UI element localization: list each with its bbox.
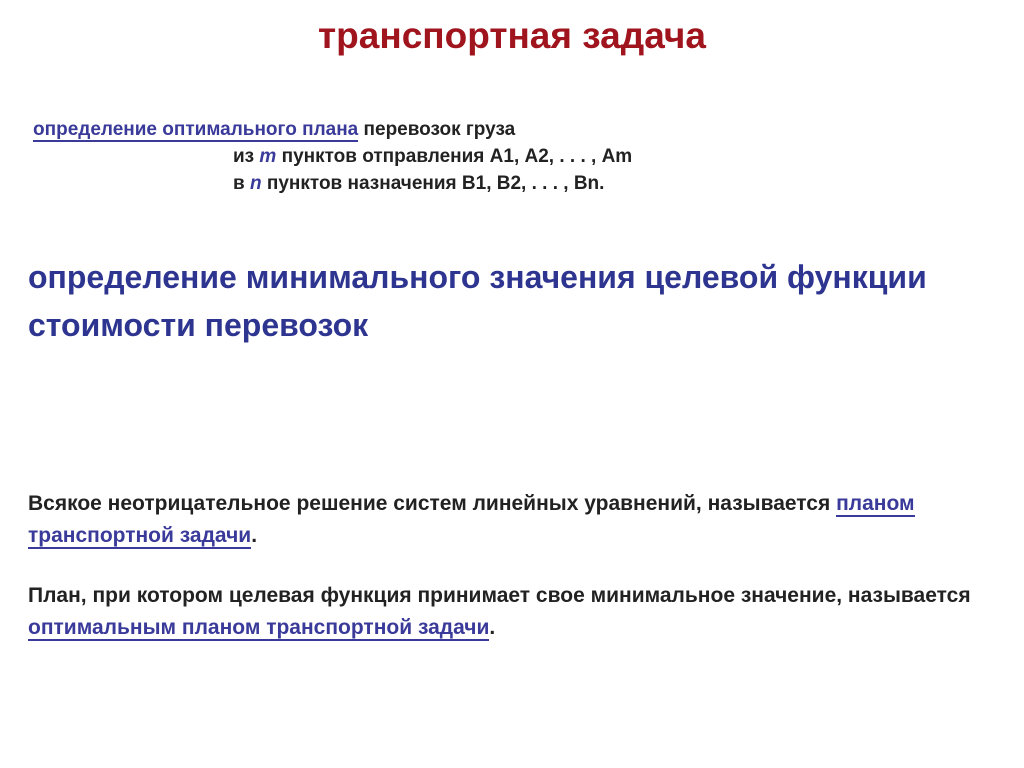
plan-definition-paragraph	[28, 488, 988, 552]
intro-line-3	[233, 171, 604, 197]
intro-line-1-text: перевозок груза	[358, 119, 516, 140]
optimal-transport-plan-link[interactable]: оптимальным планом транспортной задачи	[28, 616, 490, 639]
intro-line-2	[233, 144, 632, 170]
intro-line-3-text: пунктов назначения В1, В2, . . . , Вn.	[261, 173, 605, 194]
optimal-plan-definition-link[interactable]: определение оптимального плана	[33, 119, 359, 140]
intro-line-2-text: пунктов отправления А1, А2, . . . , Аm	[276, 146, 633, 167]
transport-plan-link[interactable]: планом транспортной задачи	[28, 492, 915, 547]
optimal-plan-paragraph	[28, 580, 988, 644]
variable-n: n	[249, 173, 262, 194]
plan-definition-suffix: .	[251, 524, 258, 547]
optimal-plan-suffix: .	[489, 616, 496, 639]
optimal-plan-text: План, при котором целевая функция принимает свое минимальное значение, называется	[28, 584, 971, 607]
intro-line-3-prefix: в	[233, 173, 250, 194]
objective-heading: определение минимального значения целевой функции стоимости перевозок	[28, 259, 927, 343]
intro-line-2-prefix: из	[233, 146, 260, 167]
variable-m: m	[259, 146, 277, 167]
slide-title: транспортная задача	[318, 15, 706, 56]
plan-definition-text: Всякое неотрицательное решение систем линейных уравнений, называется	[28, 492, 837, 515]
intro-line-1	[33, 117, 515, 143]
